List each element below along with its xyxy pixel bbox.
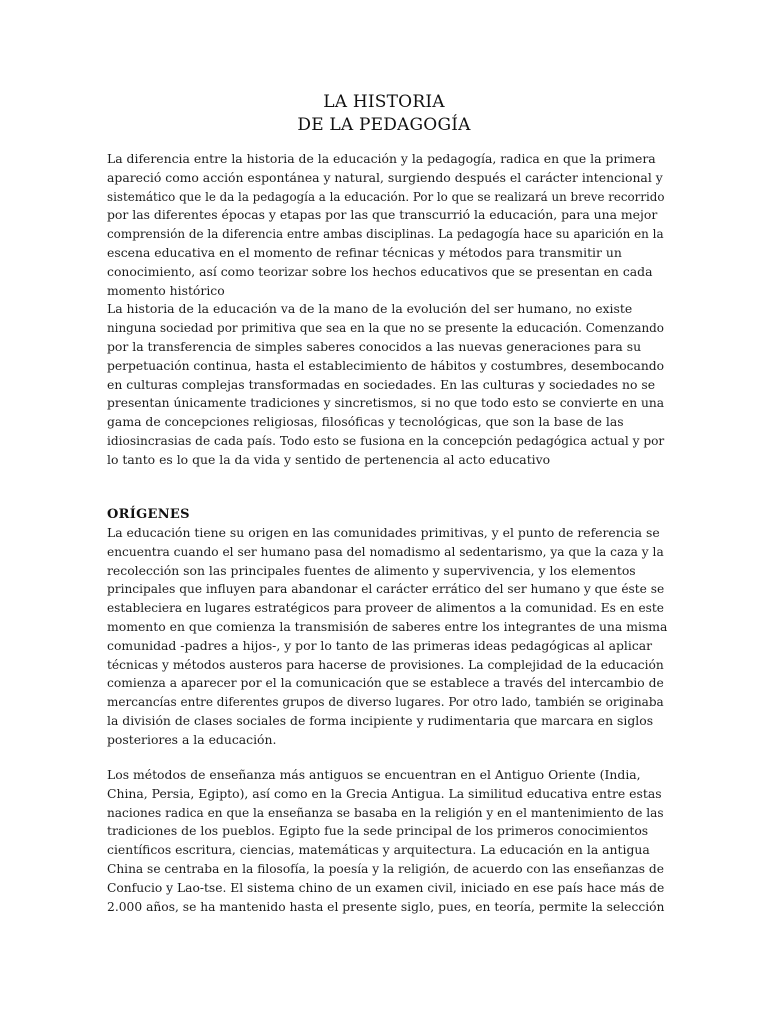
text-line: posteriores a la educación. [107, 731, 277, 747]
text-line: estableciera en lugares estratégicos para proveer de alimentos a la comunidad. Es en este [107, 601, 664, 616]
text-line: China, Persia, Egipto), así como en la Grecia Antigua. La similitud educativa entre estas [107, 785, 662, 801]
text-line: ninguna sociedad por primitiva que sea en la que no se presente la educación. Comenzando [107, 321, 664, 336]
text-line: comienza a aparecer por el la comunicación que se establece a través del intercambio de [107, 676, 664, 691]
text-line: escena educativa en el momento de refinar técnicas y métodos para transmitir un [107, 244, 622, 260]
intro-paragraphs [107, 150, 667, 470]
text-line: por la transferencia de simples saberes conocidos a las nuevas generaciones para su [107, 338, 642, 354]
text-line: Confucio y Lao-tse. El sistema chino de un examen civil, iniciado en ese país hace más de [107, 880, 665, 895]
text-line: tradiciones de los pueblos. Egipto fue la sede principal de los primeros conocimientos [107, 823, 649, 839]
text-line: principales que influyen para abandonar el carácter errático del ser humano y que éste se [107, 582, 665, 597]
text-line: en culturas complejas transformadas en sociedades. En las culturas y sociedades no se [107, 376, 656, 392]
text-line: 2.000 años, se ha mantenido hasta el presente siglo, pues, en teoría, permite la selección [107, 899, 665, 914]
text-line: gama de concepciones religiosas, filosóficas y tecnológicas, que son la base de las [107, 414, 624, 430]
text-line: La historia de la educación va de la mano de la evolución del ser humano, no existe [107, 301, 633, 317]
text-line: presentan únicamente tradiciones y sincretismos, si no que todo esto se convierte en una [107, 396, 665, 411]
section-heading-origenes: ORÍGENES [107, 507, 190, 522]
origenes-paragraph [107, 524, 667, 750]
text-line: recolección son las principales fuentes de alimento y supervivencia, y los elementos [107, 562, 636, 578]
text-line: La diferencia entre la historia de la educación y la pedagogía, radica en que la primera [107, 151, 656, 166]
text-line: técnicas y métodos austeros para hacerse de provisiones. La complejidad de la educación [107, 657, 664, 672]
metodos-paragraph [107, 766, 667, 916]
document-title-line-2: DE LA PEDAGOGÍA [297, 115, 471, 135]
text-line: mercancías entre diferentes grupos de diverso lugares. Por otro lado, también se originaba [107, 695, 664, 710]
text-line: lo tanto es lo que la da vida y sentido de pertenencia al acto educativo [107, 451, 551, 467]
text-line: comunidad -padres a hijos-, y por lo tanto de las primeras ideas pedagógicas al aplicar [107, 637, 653, 653]
text-line: momento en que comienza la transmisión de saberes entre los integrantes de una misma [107, 618, 668, 634]
text-line: perpetuación continua, hasta el establecimiento de hábitos y costumbres, desembocando [107, 358, 665, 373]
text-line: momento histórico [107, 282, 225, 298]
text-line: científicos escritura, ciencias, matemáticas y arquitectura. La educación en la antigua [107, 842, 650, 858]
text-line: apareció como acción espontánea y natural, surgiendo después el carácter intencional y [107, 169, 663, 185]
text-line: idiosincrasias de cada país. Todo esto se fusiona en la concepción pedagógica actual y por [107, 433, 665, 448]
text-line: naciones radica en que la enseñanza se basaba en la religión y en el mantenimiento de las [107, 805, 664, 820]
text-line: comprensión de la diferencia entre ambas disciplinas. La pedagogía hace su aparición en la [107, 227, 664, 242]
text-line: China se centraba en la filosofía, la poesía y la religión, de acuerdo con las enseñanzas de [107, 861, 664, 876]
text-line: la división de clases sociales de forma incipiente y rudimentaria que marcara en siglos [107, 712, 654, 728]
text-line: conocimiento, así como teorizar sobre los hechos educativos que se presentan en cada [107, 263, 653, 279]
text-line: Los métodos de enseñanza más antiguos se encuentran en el Antiguo Oriente (India, [107, 767, 641, 782]
text-line: sistemático que le da la pedagogía a la educación. Por lo que se realizará un breve recorrido [107, 189, 665, 204]
text-line: La educación tiene su origen en las comunidades primitivas, y el punto de referencia se [107, 525, 660, 540]
document-title-line-1: LA HISTORIA [323, 92, 445, 112]
text-line: por las diferentes épocas y etapas por las que transcurrió la educación, para una mejor [107, 207, 658, 223]
text-line: encuentra cuando el ser humano pasa del nomadismo al sedentarismo, ya que la caza y la [107, 544, 664, 559]
